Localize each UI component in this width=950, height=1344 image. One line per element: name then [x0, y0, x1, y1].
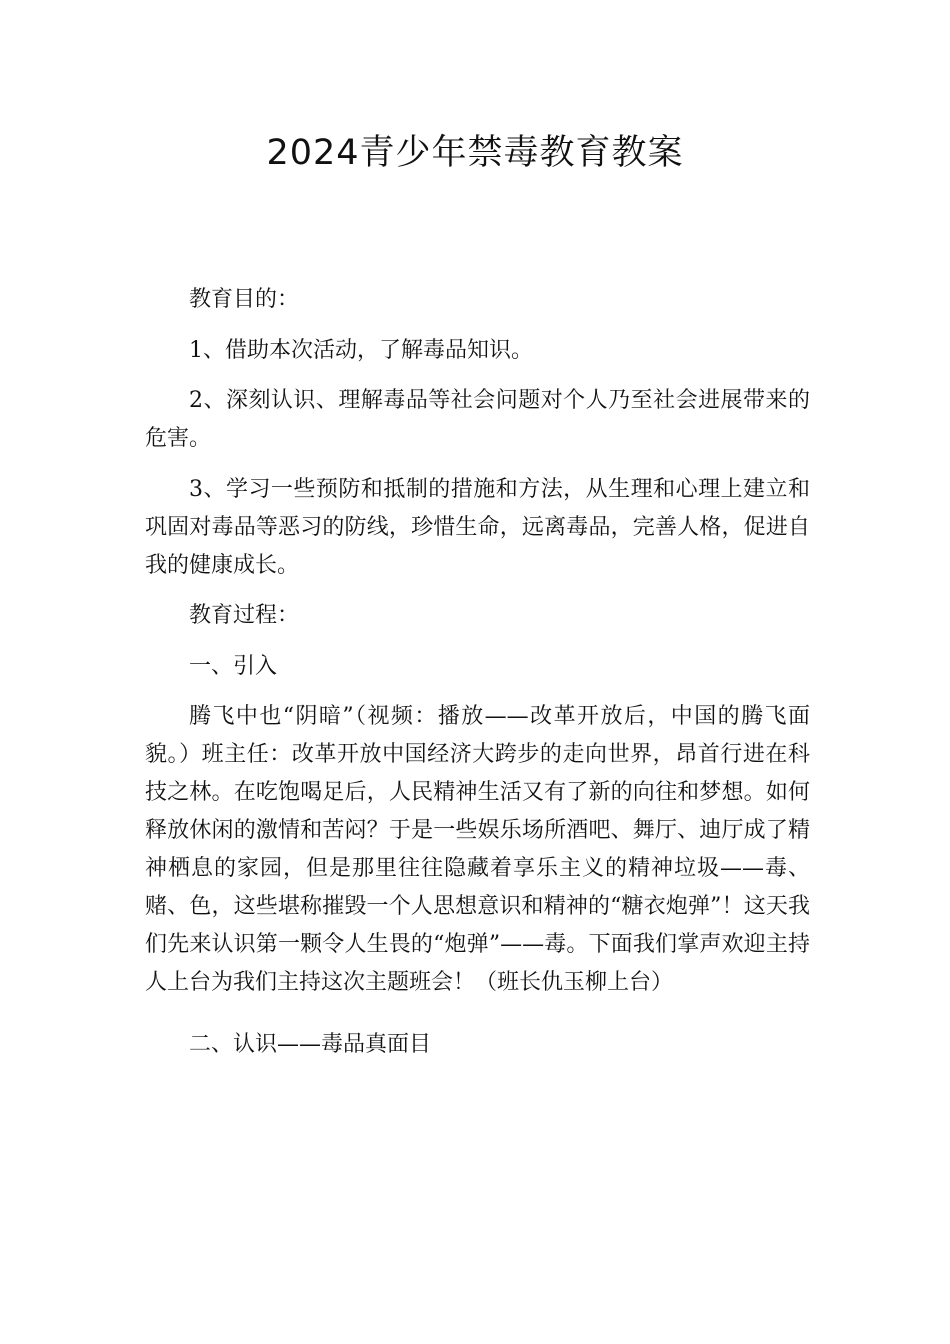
paragraph-intro-body: 腾飞中也“阴暗”（视频：播放——改革开放后，中国的腾飞面貌。）班主任：改革开放中国经济大跨步的走向世界，昂首行进在科技之林。在吃饱喝足后，人民精神生活又有了新的向往和梦想。如何释放休闲的激情和苦闷？于是一些娱乐场所酒吧、舞厅、迪厅成了精神栖息的家园，但是那里往往隐藏着享乐主义的精神垃圾——毒、赌、色，这些堪称摧毁一个人思想意识和精神的“糖衣炮弹”！这天我们先来认识第一颗令人生畏的“炮弹”——毒。下面我们掌声欢迎主持人上台为我们主持这次主题班会！（班长仇玉柳上台） [145, 704, 810, 995]
document-title: 2024青少年禁毒教育教案 [266, 133, 684, 173]
paragraph-section-recognize-heading: 二、认识——毒品真面目 [189, 1032, 432, 1057]
paragraph-objective-1: 1、借助本次活动，了解毒品知识。 [189, 337, 533, 363]
document-body [145, 281, 810, 1077]
paragraph-objective-heading: 教育目的： [189, 287, 300, 312]
paragraph-objective-3: 3、学习一些预防和抵制的措施和方法，从生理和心理上建立和巩固对毒品等恶习的防线，珍惜生命，远离毒品，完善人格，促进自我的健康成长。 [145, 476, 810, 578]
paragraph-section-intro-heading: 一、引入 [189, 653, 278, 679]
paragraph-objective-2: 2、深刻认识、理解毒品等社会问题对个人乃至社会进展带来的危害。 [145, 388, 810, 451]
paragraph-process-heading: 教育过程： [189, 603, 300, 628]
